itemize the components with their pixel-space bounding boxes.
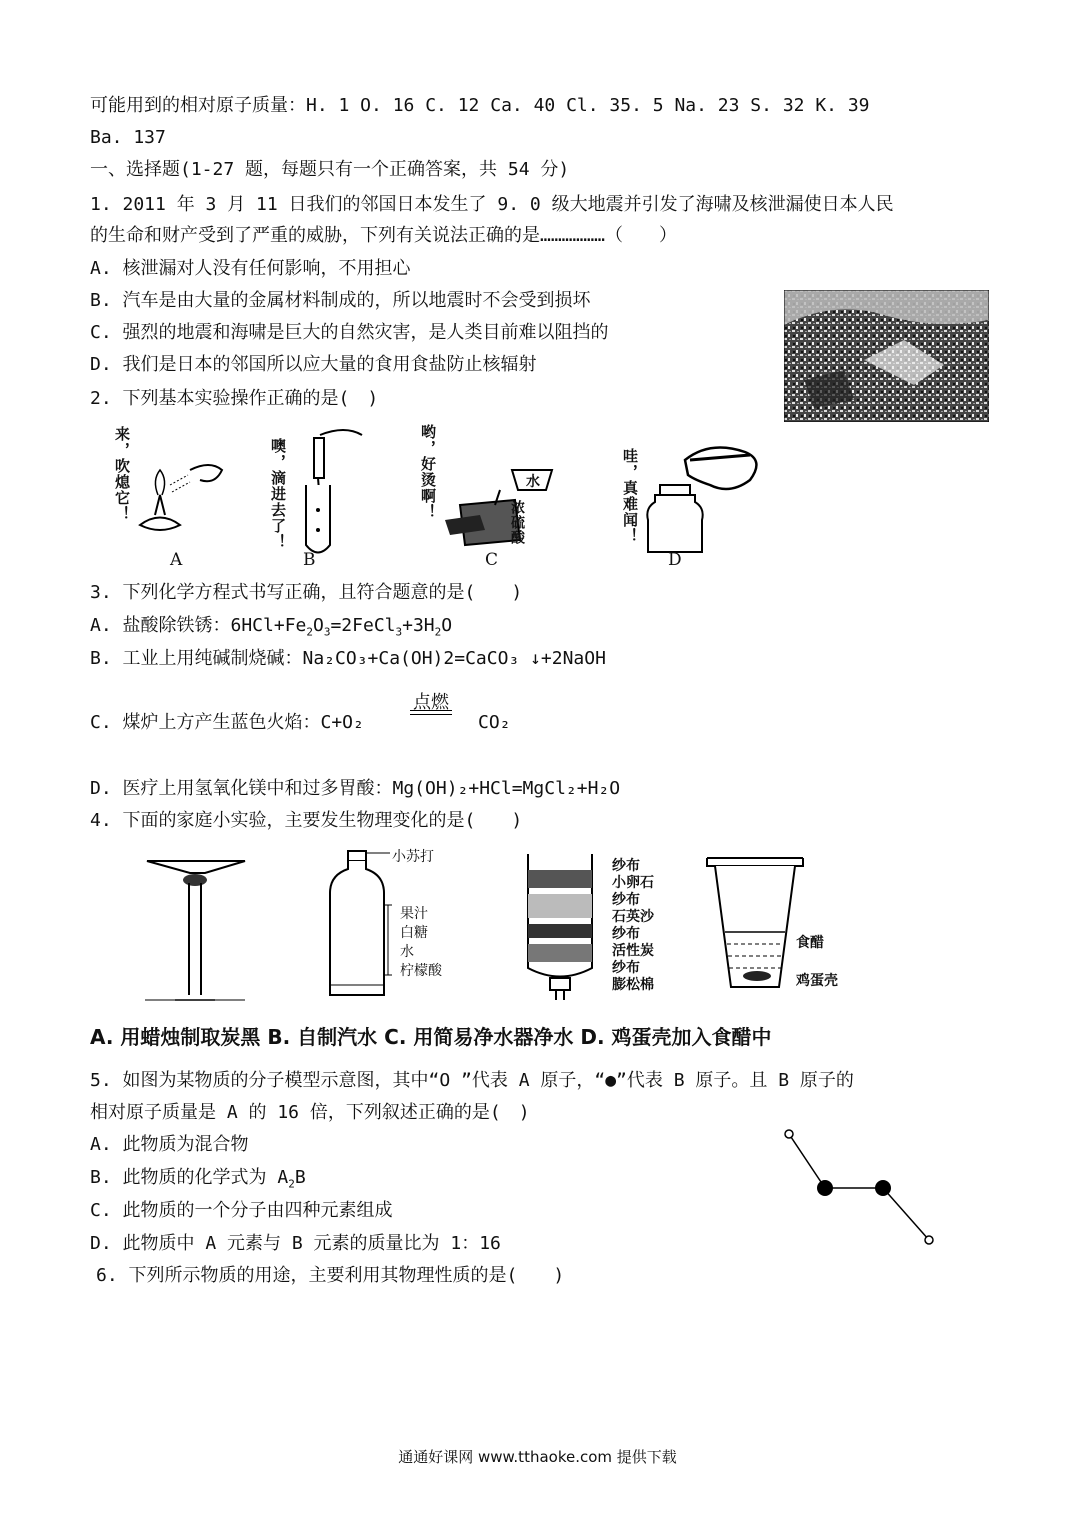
fig-a-caption: A xyxy=(170,550,183,570)
fig-c-acid-label: 浓硫酸 xyxy=(509,500,525,545)
ingredient-juice: 果汁 xyxy=(400,906,428,922)
atom-b-1 xyxy=(817,1180,833,1196)
q5-stem-2: 相对原子质量是 A 的 16 倍，下列叙述正确的是( ) xyxy=(90,1102,530,1123)
q1-option-d: D. 我们是日本的邻国所以应大量的食用食盐防止核辐射 xyxy=(90,354,537,375)
fig-a-speech: 来，吹熄它！ xyxy=(113,426,131,522)
q6-stem: 6. 下列所示物质的用途，主要利用其物理性质的是( ) xyxy=(96,1265,565,1286)
bottle-top-label: 小苏打 xyxy=(392,849,434,865)
layer-1: 纱布 xyxy=(612,858,640,874)
atomic-masses-line: 可能用到的相对原子质量：H. 1 O. 16 C. 12 Ca. 40 Cl. 35. 5 Na. 23 S. 32 K. 39 xyxy=(90,95,870,116)
q3-option-b: B. 工业上用纯碱制烧碱：Na₂CO₃+Ca(OH)2=CaCO₃ ↓+2NaOH xyxy=(90,648,606,669)
q1-option-c: C. 强烈的地震和海啸是巨大的自然灾害，是人类目前难以阻挡的 xyxy=(90,322,609,343)
fig-b-speech: 噢，滴进去了！ xyxy=(269,438,287,550)
layer-5: 纱布 xyxy=(612,926,640,942)
fig-c-speech: 哟，好烫啊！ xyxy=(419,424,437,520)
ingredient-citric-acid: 柠檬酸 xyxy=(400,963,442,979)
q3-option-c: C. 煤炉上方产生蓝色火焰：C+O₂ xyxy=(90,712,364,733)
q4-options: A. 用蜡烛制取炭黑 B. 自制汽水 C. 用简易净水器净水 D. 鸡蛋壳加入食醋中 xyxy=(90,1025,772,1049)
layer-6: 活性炭 xyxy=(612,943,654,959)
ingredient-water: 水 xyxy=(400,944,414,960)
earthquake-photo xyxy=(784,290,989,422)
q1-stem-2: 的生命和财产受到了严重的威胁，下列有关说法正确的是………………（ ） xyxy=(90,225,678,246)
q2-stem: 2. 下列基本实验操作正确的是( ) xyxy=(90,388,379,409)
water-purifier-drawing xyxy=(520,850,600,1005)
ingredient-sugar: 白糖 xyxy=(400,925,428,941)
fig-b-caption: B xyxy=(303,550,316,570)
q3-stem: 3. 下列化学方程式书写正确，且符合题意的是( ) xyxy=(90,582,523,603)
section-title: 一、选择题(1-27 题，每题只有一个正确答案，共 54 分) xyxy=(90,159,570,180)
q3-option-c-product: CO₂ xyxy=(478,712,511,733)
fig-d-speech: 哇，真难闻！ xyxy=(621,448,639,544)
q1-stem: 1. 2011 年 3 月 11 日我们的邻国日本发生了 9. 0 级大地震并引发了海啸及核泄漏使日本人民 xyxy=(90,194,894,215)
q4-stem: 4. 下面的家庭小实验，主要发生物理变化的是( ) xyxy=(90,810,523,831)
q5-option-a: A. 此物质为混合物 xyxy=(90,1134,249,1155)
atomic-masses-line-2: Ba. 137 xyxy=(90,127,166,148)
layer-2: 小卵石 xyxy=(612,875,654,891)
q5-option-d: D. 此物质中 A 元素与 B 元素的质量比为 1：16 xyxy=(90,1233,501,1254)
atom-a-2 xyxy=(925,1236,933,1244)
alcohol-lamp-drawing xyxy=(130,440,230,550)
gas-jar-drawing xyxy=(640,440,770,555)
layer-8: 膨松棉 xyxy=(612,977,654,993)
q5-option-b: B. 此物质的化学式为 $A_2B$ xyxy=(90,1167,306,1191)
q3-option-a: A. 盐酸除铁锈：$6HCl+Fe_2O_3=2FeCl_3+3H_2O$ xyxy=(90,615,453,639)
dropper-test-tube-drawing xyxy=(290,420,370,560)
bottle-ingredients xyxy=(400,905,442,981)
q1-option-b: B. 汽车是由大量的金属材料制成的，所以地震时不会受到损坏 xyxy=(90,290,591,311)
layer-7: 纱布 xyxy=(612,960,640,976)
layer-4: 石英沙 xyxy=(612,909,654,925)
vinegar-label: 食醋 xyxy=(796,935,824,951)
q1-option-a: A. 核泄漏对人没有任何影响，不用担心 xyxy=(90,258,411,279)
atom-a-1 xyxy=(785,1130,793,1138)
q3-double-line xyxy=(410,710,452,715)
q5-option-c: C. 此物质的一个分子由四种元素组成 xyxy=(90,1200,393,1221)
q3-reaction-condition: 点燃 xyxy=(413,692,449,713)
atom-b-2 xyxy=(875,1180,891,1196)
fig-c-water-label: 水 xyxy=(526,474,540,490)
soda-bottle-drawing xyxy=(320,845,410,1005)
q3-option-d: D. 医疗上用氢氧化镁中和过多胃酸：Mg(OH)₂+HCl=MgCl₂+H₂O xyxy=(90,778,621,799)
fig-c-caption: C xyxy=(485,550,499,570)
dilution-drawing xyxy=(440,460,560,555)
molecule-model xyxy=(775,1120,945,1250)
purifier-layer-labels xyxy=(612,858,654,994)
eggshell-label: 鸡蛋壳 xyxy=(796,973,838,989)
vinegar-cup-drawing xyxy=(705,852,805,997)
q5-stem: 5. 如图为某物质的分子模型示意图，其中“O ”代表 A 原子，“●”代表 B 原子。且 B 原子的 xyxy=(90,1070,854,1091)
page-footer: 通通好课网 www.tthaoke.com 提供下载 xyxy=(398,1448,677,1466)
layer-3: 纱布 xyxy=(612,892,640,908)
candle-plate-drawing xyxy=(145,855,250,1005)
fig-d-caption: D xyxy=(668,550,682,570)
